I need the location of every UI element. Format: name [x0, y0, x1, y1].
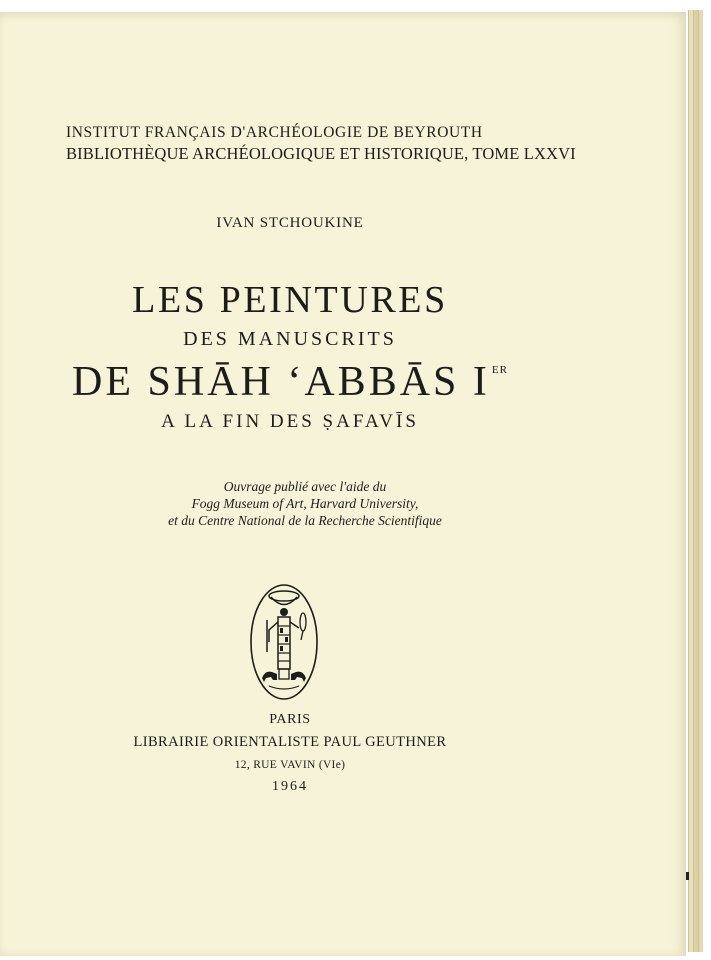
note-line-3: et du Centre National de la Recherche Scientifique — [168, 513, 442, 528]
title-line-3-text: DE SHĀH ‘ABBĀS I — [72, 359, 490, 405]
imprint-publisher: LIBRAIRIE ORIENTALISTE PAUL GEUTHNER — [133, 734, 447, 750]
title-line-3 — [0, 358, 580, 406]
page-edge — [698, 10, 703, 952]
note-line-1: Ouvrage publié avec l'aide du — [223, 479, 387, 494]
publisher-seal-icon — [249, 582, 319, 702]
imprint-year: 1964 — [272, 779, 308, 794]
page-edge-mark — [686, 872, 689, 880]
title-line-4: A LA FIN DES ṢAFAVĪS — [161, 411, 419, 432]
imprint-city: PARIS — [269, 712, 311, 727]
imprint-address: 12, RUE VAVIN (VIe) — [234, 759, 346, 771]
title-line-2: DES MANUSCRITS — [183, 328, 397, 350]
institute-line: INSTITUT FRANÇAIS D'ARCHÉOLOGIE DE BEYROUTH — [66, 124, 483, 141]
note-line-2: Fogg Museum of Art, Harvard University, — [191, 496, 419, 511]
author-name: IVAN STCHOUKINE — [216, 215, 364, 231]
series-line: BIBLIOTHÈQUE ARCHÉOLOGIQUE ET HISTORIQUE, TOME LXXVI — [66, 144, 576, 163]
title-page — [0, 12, 686, 956]
publication-note — [0, 478, 610, 529]
series-header — [66, 122, 576, 164]
title-superscript: ER — [491, 364, 508, 376]
title-line-1: LES PEINTURES — [132, 279, 448, 321]
